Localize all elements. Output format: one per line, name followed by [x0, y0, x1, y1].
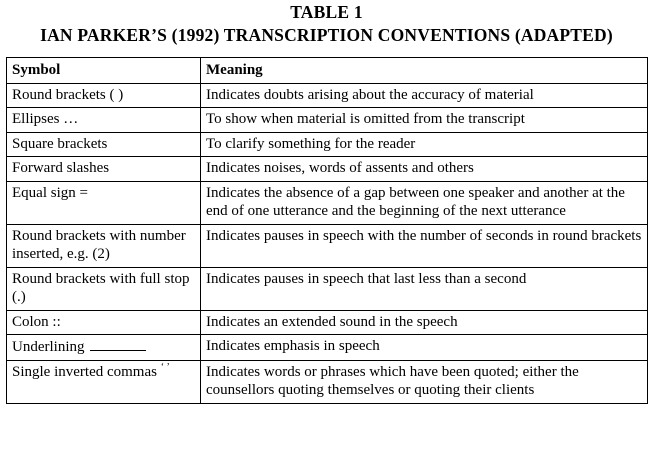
- meaning-cell: Indicates pauses in speech with the number of seconds in round brackets: [201, 224, 648, 267]
- table-row: [7, 335, 648, 361]
- symbol-cell: Ellipses …: [7, 108, 201, 133]
- underline-sample: [90, 337, 146, 351]
- table-title: IAN PARKER’S (1992) TRANSCRIPTION CONVENTIONS (ADAPTED): [40, 25, 613, 45]
- table-row: [7, 181, 648, 224]
- table-row: [7, 83, 648, 108]
- column-header-symbol: Symbol: [7, 58, 201, 84]
- meaning-cell: Indicates doubts arising about the accuracy of material: [201, 83, 648, 108]
- symbol-cell: Equal sign =: [7, 181, 201, 224]
- symbol-cell: Forward slashes: [7, 157, 201, 182]
- table-row: [7, 310, 648, 335]
- meaning-cell: Indicates noises, words of assents and others: [201, 157, 648, 182]
- meaning-cell: Indicates words or phrases which have been quoted; either the counsellors quoting themselves or quoting their clients: [201, 360, 648, 403]
- table-row: [7, 360, 648, 403]
- symbol-cell: [7, 335, 201, 361]
- symbol-cell: Round brackets with number inserted, e.g. (2): [7, 224, 201, 267]
- meaning-cell: Indicates pauses in speech that last less than a second: [201, 267, 648, 310]
- table-row: [7, 132, 648, 157]
- symbol-cell-text: Single inverted commas: [12, 363, 157, 380]
- meaning-cell: Indicates an extended sound in the speech: [201, 310, 648, 335]
- symbol-cell: [7, 360, 201, 403]
- column-header-meaning: Meaning: [201, 58, 648, 84]
- meaning-cell: To clarify something for the reader: [201, 132, 648, 157]
- meaning-cell: Indicates the absence of a gap between one speaker and another at the end of one utterance and the beginning of the next utterance: [201, 181, 648, 224]
- symbol-cell: Colon ::: [7, 310, 201, 335]
- meaning-cell: Indicates emphasis in speech: [201, 335, 648, 361]
- document-page: [0, 2, 653, 460]
- symbol-cell-text: Underlining: [12, 339, 85, 355]
- table-row: [7, 108, 648, 133]
- table-number: TABLE 1: [290, 2, 363, 22]
- symbol-cell: Round brackets ( ): [7, 83, 201, 108]
- table-row: [7, 157, 648, 182]
- table-header-row: [7, 58, 648, 84]
- symbol-cell: Round brackets with full stop (.): [7, 267, 201, 310]
- inverted-commas-glyph: ‘ ’: [160, 361, 170, 373]
- meaning-cell: To show when material is omitted from the transcript: [201, 108, 648, 133]
- table-row: [7, 267, 648, 310]
- table-row: [7, 224, 648, 267]
- transcription-conventions-table: [6, 57, 648, 404]
- symbol-cell: Square brackets: [7, 132, 201, 157]
